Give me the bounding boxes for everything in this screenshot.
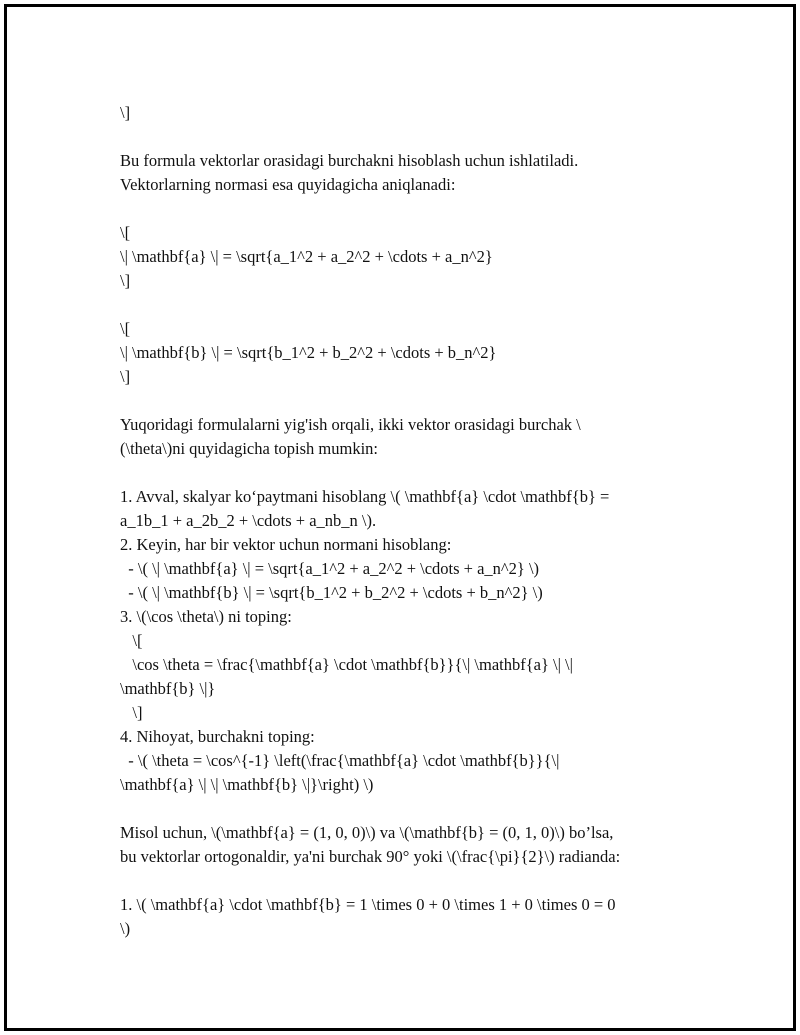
blank-line xyxy=(120,461,685,485)
blank-line xyxy=(120,197,685,221)
list-item: 4. Nihoyat, burchakni toping: xyxy=(120,727,315,746)
text-line: \] xyxy=(120,271,131,290)
list-subitem: - \( \| \mathbf{a} \| = \sqrt{a_1^2 + a_2^2 + \cdots + a_n^2} \) xyxy=(120,559,540,578)
blank-line xyxy=(120,797,685,821)
text-line: (\theta\)ni quyidagicha topish mumkin: xyxy=(120,439,378,458)
blank-line xyxy=(120,293,685,317)
text-line: \] xyxy=(120,367,131,386)
list-item: 1. Avval, skalyar koʻpaytmani hisoblang \( \mathbf{a} \cdot \mathbf{b} = xyxy=(120,487,610,506)
text-line: \[ xyxy=(120,319,131,338)
blank-line xyxy=(120,125,685,149)
formula-line: \| \mathbf{b} \| = \sqrt{b_1^2 + b_2^2 + \cdots + b_n^2} xyxy=(120,343,497,362)
list-subitem: \cos \theta = \frac{\mathbf{a} \cdot \mathbf{b}}{\| \mathbf{a} \| \| xyxy=(120,655,573,674)
text-line: Misol uchun, \(\mathbf{a} = (1, 0, 0)\) va \(\mathbf{b} = (0, 1, 0)\) bo’lsa, xyxy=(120,823,614,842)
blank-line xyxy=(120,389,685,413)
text-line: bu vektorlar ortogonaldir, ya'ni burchak 90° yoki \(\frac{\pi}{2}\) radianda: xyxy=(120,847,621,866)
list-subitem: - \( \theta = \cos^{-1} \left(\frac{\mathbf{a} \cdot \mathbf{b}}{\| xyxy=(120,751,560,770)
list-subitem: \mathbf{b} \|} xyxy=(120,679,216,698)
list-item: 1. \( \mathbf{a} \cdot \mathbf{b} = 1 \times 0 + 0 \times 1 + 0 \times 0 = 0 xyxy=(120,895,616,914)
page-frame xyxy=(4,4,796,1031)
list-item: 2. Keyin, har bir vektor uchun normani hisoblang: xyxy=(120,535,452,554)
list-subitem: \mathbf{a} \| \| \mathbf{b} \|}\right) \) xyxy=(120,775,374,794)
blank-line xyxy=(120,869,685,893)
text-line: Yuqoridagi formulalarni yig'ish orqali, ikki vektor orasidagi burchak \ xyxy=(120,415,581,434)
list-subitem: \[ xyxy=(120,631,143,650)
text-line: Bu formula vektorlar orasidagi burchakni hisoblash uchun ishlatiladi. xyxy=(120,151,579,170)
list-subitem: - \( \| \mathbf{b} \| = \sqrt{b_1^2 + b_2^2 + \cdots + b_n^2} \) xyxy=(120,583,543,602)
text-line: Vektorlarning normasi esa quyidagicha aniqlanadi: xyxy=(120,175,456,194)
text-line: \[ xyxy=(120,223,131,242)
text-line: \] xyxy=(120,103,131,122)
formula-line: \| \mathbf{a} \| = \sqrt{a_1^2 + a_2^2 + \cdots + a_n^2} xyxy=(120,247,493,266)
list-subitem: \] xyxy=(120,703,143,722)
list-item: 3. \(\cos \theta\) ni toping: xyxy=(120,607,292,626)
document-body xyxy=(120,101,685,941)
list-item: \) xyxy=(120,919,131,938)
list-item: a_1b_1 + a_2b_2 + \cdots + a_nb_n \). xyxy=(120,511,377,530)
